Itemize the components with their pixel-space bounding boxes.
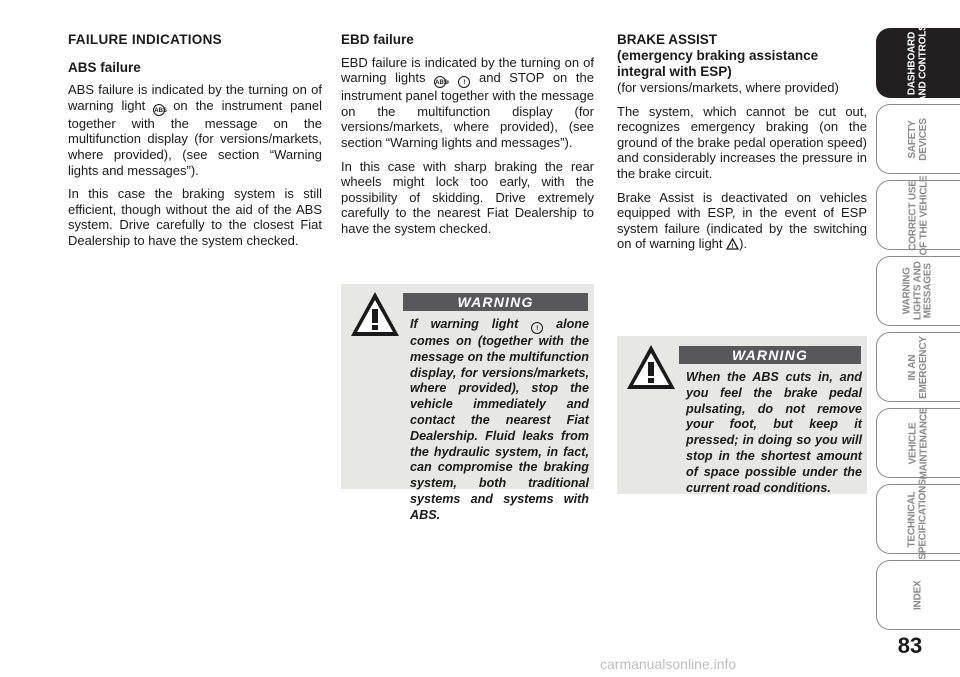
column-ebd-failure bbox=[341, 32, 594, 245]
column-failure-indications bbox=[68, 32, 322, 257]
abs-warning-light-icon: ABS bbox=[153, 104, 165, 116]
warning-box-abs-pedal bbox=[617, 336, 867, 494]
tab-safety-devices[interactable]: SAFETY DEVICES bbox=[876, 104, 960, 174]
brake-assist-subtitle: (for versions/markets, where provided) bbox=[617, 80, 839, 95]
abs-warning-light-icon: ABS bbox=[434, 76, 446, 88]
ebd-failure-title: EBD failure bbox=[341, 32, 414, 47]
warning-text: If warning light ! alone comes on (together with the message on the multifunction display, for versions/markets, where provided), stop the vehicle immediately and contact the nearest Fiat Dealership. Fluid leaks from the hydraulic system, in fact, can compromise the braking system, both traditional systems and systems with ABS. bbox=[410, 317, 590, 522]
tab-index[interactable]: INDEX bbox=[876, 560, 960, 630]
brake-assist-title: BRAKE ASSIST (emergency braking assistance integral with ESP) bbox=[617, 32, 819, 79]
column-brake-assist bbox=[617, 32, 867, 260]
watermark: carmanualsonline.info bbox=[600, 656, 737, 672]
brake-assist-deactivation: Brake Assist is deactivated on vehicles equipped with ESP, in the event of ESP system failure (indicated by the switching on of warning light ! ). bbox=[617, 189, 867, 252]
tab-correct-use[interactable]: CORRECT USE OF THE VEHICLE bbox=[876, 180, 960, 250]
ebd-failure-advice: In this case with sharp braking the rear wheels might lock too early, with the possibility of skidding. Drive extremely carefully to the nearest Fiat Dealership to have the system checked. bbox=[341, 158, 594, 236]
brake-warning-light-icon: ! bbox=[531, 322, 543, 334]
tab-vehicle-maintenance[interactable]: VEHICLE MAINTENANCE bbox=[876, 408, 960, 478]
abs-failure-paragraph: ABS failure is indicated by the turning on of warning light ABS on the instrument panel together with the message on the multifunction display (for versions/markets, where provided), (see section “Warning lights and messages”). bbox=[68, 82, 322, 178]
warning-label: WARNING bbox=[403, 293, 588, 311]
svg-text:!: ! bbox=[731, 244, 734, 251]
abs-failure-advice: In this case the braking system is still efficient, though without the aid of the ABS system. Drive carefully to the closest Fiat Dealership to have the system checked. bbox=[68, 186, 322, 248]
page-number: 83 bbox=[897, 633, 923, 658]
warning-text: When the ABS cuts in, and you feel the brake pedal pulsating, do not remove your foot, but keep it pressed; in doing so you will stop in the shortest amount of space possible under the current road conditions. bbox=[686, 370, 862, 495]
warning-label: WARNING bbox=[679, 346, 861, 364]
ebd-failure-paragraph: EBD failure is indicated by the turning on of warning lights ABS, ! and STOP on the instrument panel together with the message on the multifunction display (for versions/markets, where provided), (see section “Warning lights and messages”). bbox=[341, 54, 594, 150]
brake-assist-paragraph: The system, which cannot be cut out, recognizes emergency braking (on the ground of the brake pedal operation speed) and considerably increases the pressure in the brake circuit. bbox=[617, 103, 867, 181]
section-heading: FAILURE INDICATIONS bbox=[68, 32, 222, 47]
warning-box-brake-fluid bbox=[341, 284, 594, 522]
brake-warning-light-icon: ! bbox=[458, 76, 470, 88]
tab-warning-lights[interactable]: WARNING LIGHTS AND MESSAGES bbox=[876, 256, 960, 326]
tab-technical-specifications[interactable]: TECHNICAL SPECIFICATIONS bbox=[876, 484, 960, 554]
tab-in-an-emergency[interactable]: IN AN EMERGENCY bbox=[876, 332, 960, 402]
abs-failure-title: ABS failure bbox=[68, 59, 141, 75]
esp-triangle-warning-icon bbox=[726, 238, 739, 250]
tab-dashboard-and-controls[interactable]: DASHBOARD AND CONTROLS bbox=[876, 28, 960, 98]
